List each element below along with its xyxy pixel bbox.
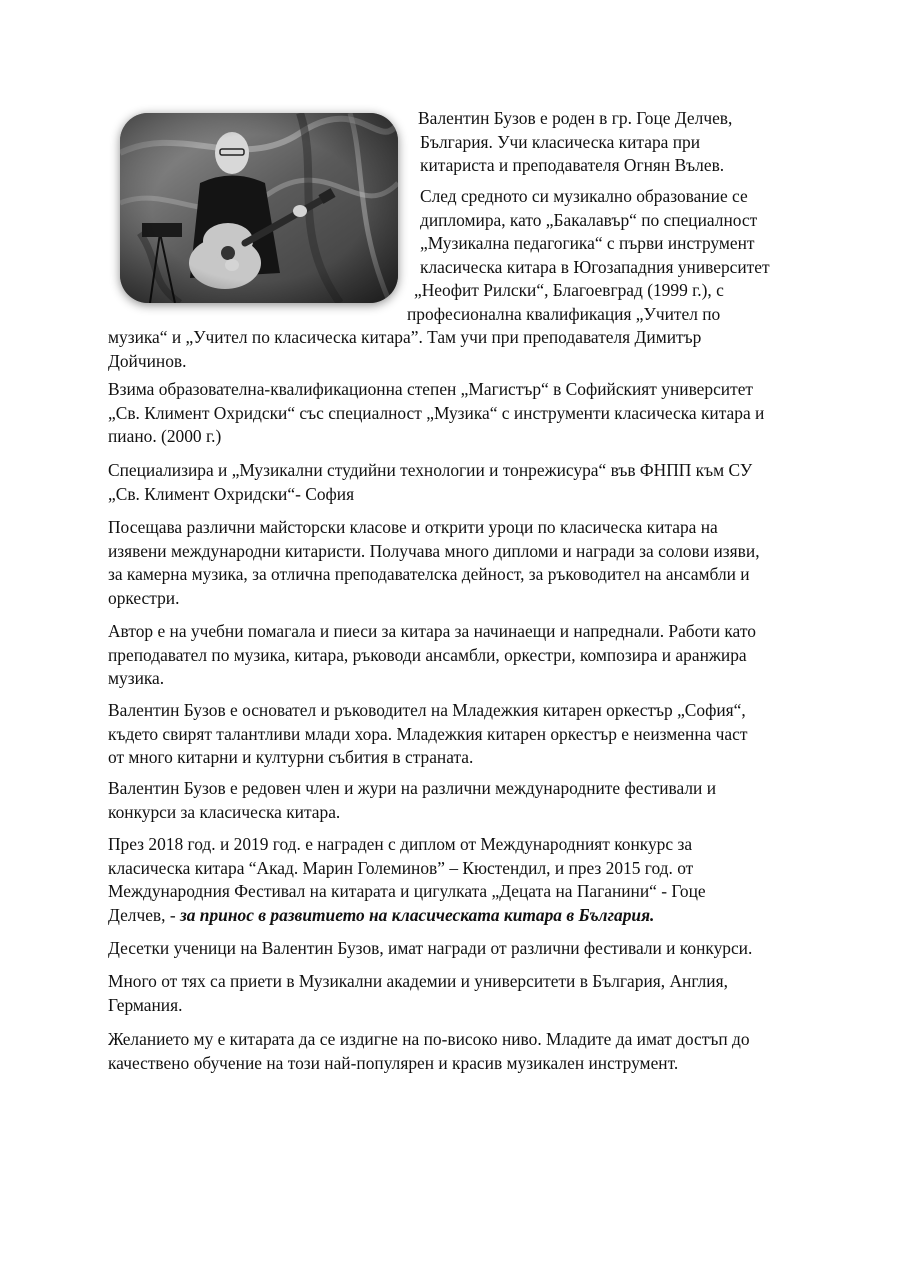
text-line: изявени международни китаристи. Получава много дипломи и награди за солови изяви,: [108, 540, 760, 561]
text-line: „Неофит Рилски“, Благоевград (1999 г.), с: [414, 280, 724, 300]
text-line: класическа китара в Югозападния университет: [420, 256, 770, 277]
guitarist-illustration: [120, 113, 398, 303]
text-plain: Делчев, -: [108, 904, 180, 925]
award-emphasis: за принос в развитието на класическата китара в България.: [179, 904, 655, 925]
paragraph-students: [108, 937, 752, 961]
text-line: Автор е на учебни помагала и пиеси за китара за начинаещи и напреднали. Работи като: [108, 621, 756, 641]
paragraph-academies: [108, 970, 728, 1017]
portrait-photo: [120, 113, 398, 303]
text-line: Желанието му е китарата да се издигне на по-високо ниво. Младите да имат достъп до: [108, 1029, 750, 1049]
text-line: за камерна музика, за отлична преподавателска дейност, за ръководител на ансамбли и: [108, 564, 750, 584]
paragraph-birth: [418, 107, 732, 178]
text-line: пиано. (2000 г.): [108, 426, 222, 446]
text-line: конкурси за класическа китара.: [108, 801, 341, 822]
paragraph-author: [108, 620, 756, 691]
text-line: преподавател по музика, китара, ръководи ансамбли, оркестри, композира и аранжира: [108, 644, 747, 665]
paragraph-masterclasses: [108, 516, 760, 610]
text-line: България. Учи класическа китара при: [420, 131, 701, 152]
paragraph-masters: [108, 378, 764, 449]
text-line: качествено обучение на този най-популярен и красив музикален инструмент.: [108, 1052, 679, 1073]
text-line: китариста и преподавателя Огнян Вълев.: [420, 155, 725, 175]
text-line: През 2018 год. и 2019 год. е награден с диплом от Международният конкурс за: [108, 834, 693, 854]
text-line: „Св. Климент Охридски“- София: [108, 483, 355, 504]
text-line: от много китарни и културни събития в страната.: [108, 747, 474, 767]
text-line: дипломира, като „Бакалавър“ по специалност: [420, 209, 758, 230]
text-line: „Св. Климент Охридски“ със специалност „Музика“ с инструменти класическа китара и: [108, 402, 765, 423]
text-line: „Музикална педагогика“ с първи инструмент: [420, 233, 755, 253]
text-line: Посещава различни майсторски класове и открити уроци по класическа китара на: [108, 517, 718, 537]
text-line: Взима образователна-квалификационна степен „Магистър“ в Софийският университет: [108, 379, 754, 399]
paragraph-jury: [108, 777, 716, 824]
paragraph-education: [108, 185, 770, 373]
text-line: Десетки ученици на Валентин Бузов, имат награди от различни фестивали и конкурси.: [108, 938, 753, 958]
text-line: музика.: [108, 668, 165, 688]
text-line: музика“ и „Учител по класическа китара”. Там учи при преподавателя Димитър: [108, 327, 702, 347]
text-line: където свирят талантливи млади хора. Младежкия китарен оркестър е неизменна част: [108, 723, 748, 744]
text-line: оркестри.: [108, 587, 180, 608]
text-line: Валентин Бузов е основател и ръководител на Младежкия китарен оркестър „София“,: [108, 700, 746, 720]
paragraph-awards: [108, 833, 706, 927]
paragraph-aspiration: [108, 1028, 750, 1075]
text-line: След средното си музикално образование се: [420, 186, 748, 206]
text-line: Дойчинов.: [108, 350, 187, 371]
paragraph-specialization: [108, 459, 752, 506]
text-line: Германия.: [108, 994, 183, 1015]
text-line: [108, 904, 706, 928]
text-line: Специализира и „Музикални студийни технологии и тонрежисура“ във ФНПП към СУ: [108, 460, 753, 480]
text-line: професионална квалификация „Учител по: [407, 303, 721, 324]
text-line: Международния Фестивал на китарата и цигулката „Децата на Паганини“ - Гоце: [108, 881, 706, 901]
paragraph-orchestra: [108, 699, 747, 770]
text-line: Валентин Бузов е роден в гр. Гоце Делчев,: [418, 108, 733, 128]
text-line: класическа китара “Акад. Марин Големинов” – Кюстендил, и през 2015 год. от: [108, 857, 694, 878]
text-line: Много от тях са приети в Музикални академии и университети в България, Англия,: [108, 971, 728, 991]
text-line: Валентин Бузов е редовен член и жури на различни международните фестивали и: [108, 778, 717, 798]
